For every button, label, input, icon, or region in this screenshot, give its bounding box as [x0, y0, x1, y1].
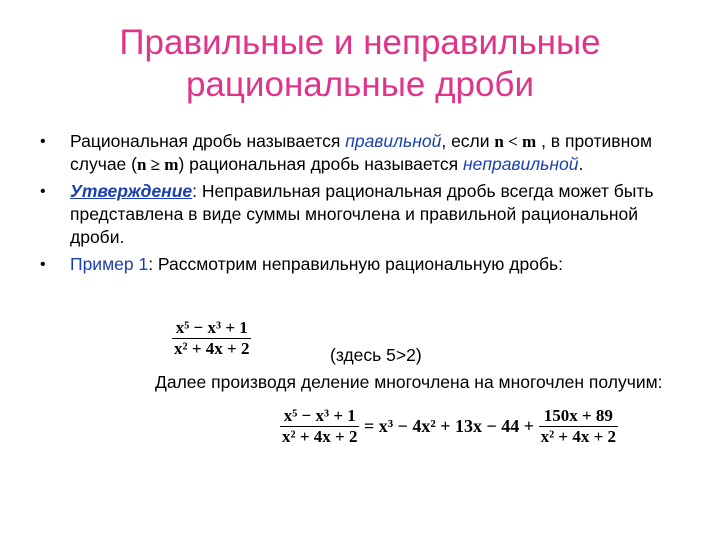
fraction-denominator: x² + 4x + 2	[174, 339, 250, 358]
lhs-numerator: x⁵ − x³ + 1	[280, 406, 359, 427]
rhs-numerator: 150x + 89	[539, 406, 618, 427]
division-equation	[280, 406, 618, 447]
bullet-dot-icon: •	[40, 256, 46, 273]
statement-text: : Неправильная рациональная дробь всегда может быть представлена в виде суммы многочлена и правильной рациональной дроби.	[70, 181, 654, 247]
example-label: Пример 1	[70, 254, 149, 274]
example-text: : Рассмотрим неправильную рациональную дробь:	[148, 254, 563, 274]
condition-formula: n < m	[494, 132, 537, 151]
definition-text-4: ) рациональная дробь называется	[178, 154, 463, 174]
definition-text-1: Рациональная дробь называется	[70, 131, 346, 151]
bullet-definition	[40, 130, 680, 176]
term-improper: неправильной	[462, 154, 579, 174]
statement-label: Утверждение	[70, 181, 193, 201]
lhs-denominator: x² + 4x + 2	[282, 427, 358, 446]
bullet-example	[40, 253, 680, 276]
quotient-polynomial: = x³ − 4x² + 13x − 44 +	[363, 416, 535, 436]
term-proper: правильной	[345, 131, 442, 151]
slide-title: Правильные и неправильные рациональные дроби	[119, 23, 601, 104]
bullet-dot-icon: •	[40, 133, 46, 150]
lhs-fraction	[280, 406, 359, 447]
bullet-list	[40, 130, 680, 280]
definition-text-3: , в противном случае (	[70, 131, 653, 174]
definition-text-5: .	[578, 154, 584, 174]
fraction-numerator: x⁵ − x³ + 1	[172, 318, 251, 339]
example-fraction	[172, 318, 251, 359]
bullet-statement	[40, 180, 680, 249]
division-text: Далее производя деление многочлена на многочлен получим:	[155, 372, 663, 392]
rhs-fraction	[539, 406, 618, 447]
condition-formula-2: n ≥ m	[136, 155, 179, 174]
rhs-denominator: x² + 4x + 2	[540, 427, 617, 446]
bullet-dot-icon: •	[40, 183, 46, 200]
definition-text-2: , если	[441, 131, 495, 151]
degree-note: (здесь 5>2)	[330, 345, 422, 365]
